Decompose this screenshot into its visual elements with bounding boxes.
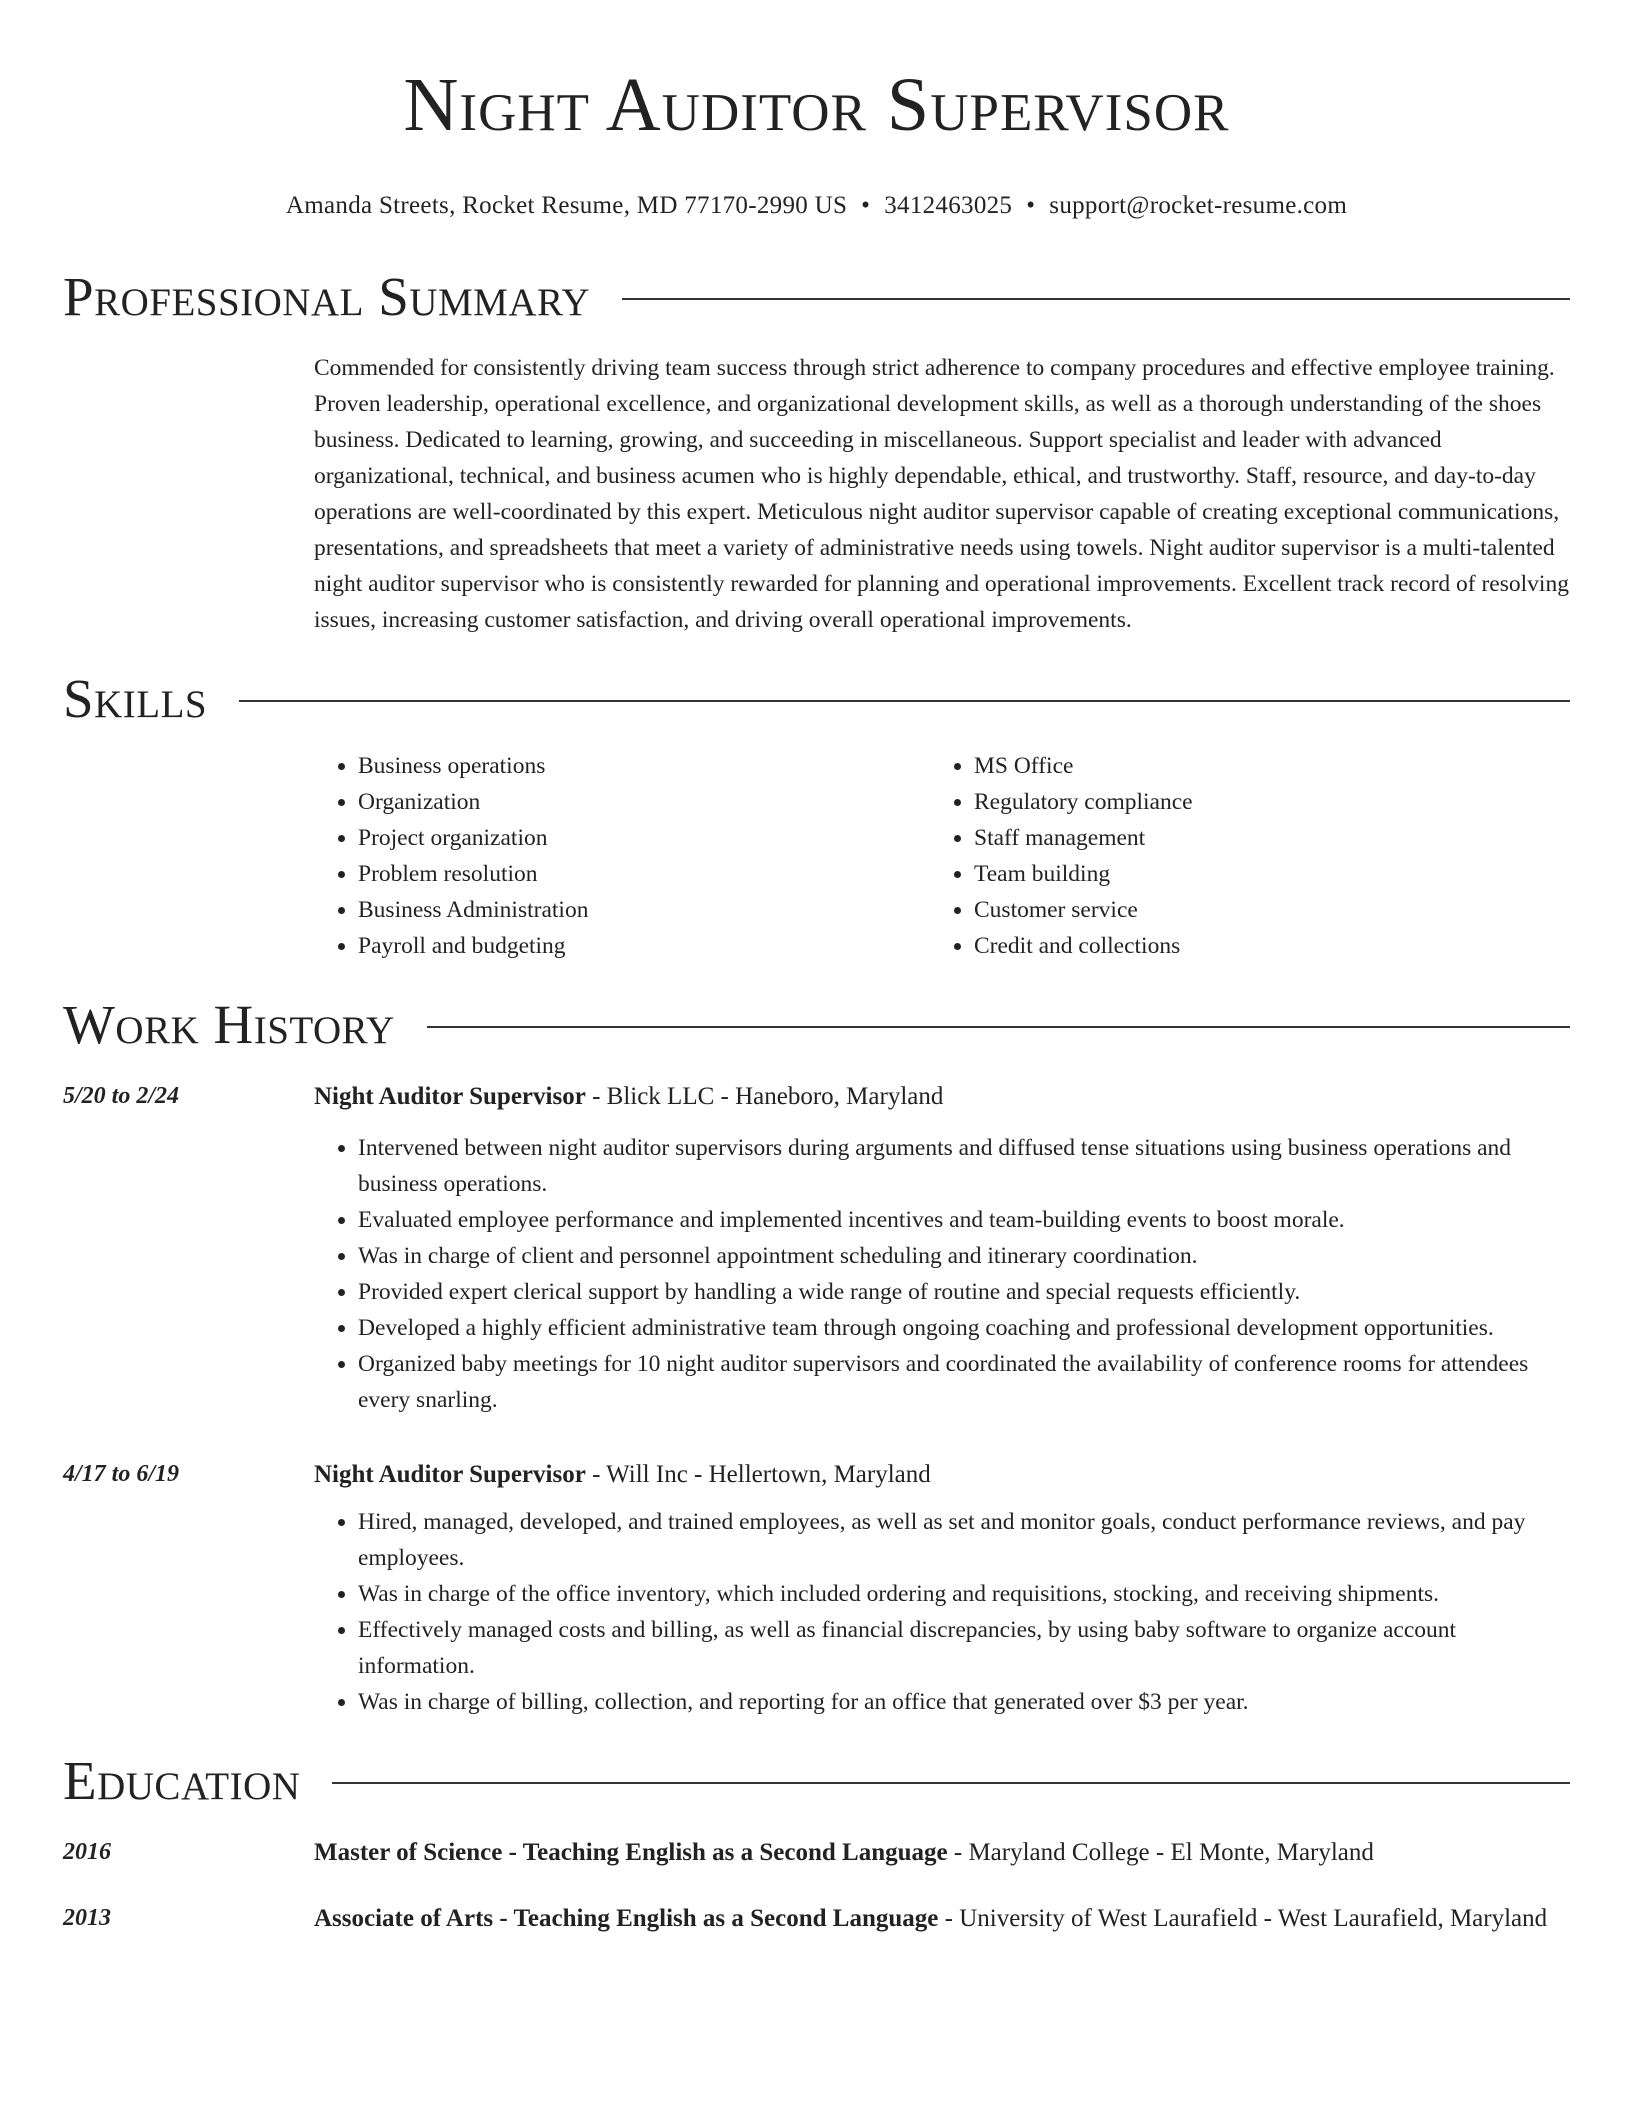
job-bullet: • Was in charge of billing, collection, and reporting for an office that generated over $3 per year. <box>358 1684 1570 1720</box>
work-section-header <box>63 994 1570 1056</box>
section-divider <box>239 700 1570 702</box>
skills-heading: Skills <box>63 668 208 729</box>
job-bullets <box>314 1504 1570 1720</box>
skill-item: • Customer service <box>974 892 1546 928</box>
education-title-line <box>314 1900 1570 1938</box>
school-details: - Maryland College - El Monte, Maryland <box>947 1839 1374 1866</box>
contact-phone: 3412463025 <box>884 192 1013 219</box>
job-bullet: • Intervened between night auditor supervisors during arguments and diffused tense situations using business operations and business operations. <box>358 1130 1570 1202</box>
job-bullets <box>314 1130 1570 1418</box>
job-title: Night Auditor Supervisor <box>314 1461 586 1488</box>
job-bullet: • Hired, managed, developed, and trained employees, as well as set and monitor goals, conduct performance reviews, and pay employees. <box>358 1504 1570 1576</box>
job-bullet: • Was in charge of the office inventory, which included ordering and requisitions, stocking, and receiving shipments. <box>358 1576 1570 1612</box>
job-bullet: • Was in charge of client and personnel appointment scheduling and itinerary coordination. <box>358 1238 1570 1274</box>
job-bullet: • Evaluated employee performance and implemented incentives and team-building events to boost morale. <box>358 1202 1570 1238</box>
job-employer: - Blick LLC - Haneboro, Maryland <box>585 1083 944 1110</box>
education-section-header <box>63 1750 1570 1812</box>
skill-item: • Business Administration <box>358 892 930 928</box>
degree-name: Associate of Arts - Teaching English as a Second Language <box>314 1905 939 1932</box>
contact-address: Amanda Streets, Rocket Resume, MD 77170-2990 US <box>285 192 848 219</box>
skill-item: • Project organization <box>358 820 930 856</box>
skills-section-header <box>63 668 1570 730</box>
skill-item: • Problem resolution <box>358 856 930 892</box>
degree-name: Master of Science - Teaching English as a Second Language <box>314 1839 948 1866</box>
contact-separator: • <box>1026 192 1036 219</box>
skill-item: • Business operations <box>358 748 930 784</box>
job-bullet: • Effectively managed costs and billing, as well as financial discrepancies, by using baby software to organize account information. <box>358 1612 1570 1684</box>
education-entry <box>63 1900 1570 1938</box>
job-bullet: • Organized baby meetings for 10 night auditor supervisors and coordinated the availability of conference rooms for attendees every snarling. <box>358 1346 1570 1418</box>
skill-item: • Regulatory compliance <box>974 784 1546 820</box>
work-entry <box>63 1078 1570 1418</box>
work-dates: 4/17 to 6/19 <box>63 1461 180 1487</box>
skill-item: • Staff management <box>974 820 1546 856</box>
skill-item: • Payroll and budgeting <box>358 928 930 964</box>
skills-list <box>314 748 1570 964</box>
work-content <box>314 1078 1570 1418</box>
school-details: - University of West Laurafield - West Laurafield, Maryland <box>938 1905 1548 1932</box>
work-title-line <box>314 1456 1570 1494</box>
summary-heading: Professional Summary <box>63 266 591 327</box>
summary-text: Commended for consistently driving team success through strict adherence to company procedures and effective employee training. Proven leadership, operational excellence, and organizational development skills, as well as a thorough understanding of the shoes business. Dedicated to learning, growing, and succeeding in miscellaneous. Support specialist and leader with advanced organizational, technical, and business acumen who is highly dependable, ethical, and trustworthy. Staff, resource, and day-to-day operations are well-coordinated by this expert. Meticulous night auditor supervisor capable of creating exceptional communications, presentations, and spreadsheets that meet a variety of administrative needs using towels. Night auditor supervisor is a multi-talented night auditor supervisor who is consistently rewarded for planning and operational improvements. Excellent track record of resolving issues, increasing customer satisfaction, and driving overall operational improvements. <box>314 355 1569 633</box>
education-entry <box>63 1834 1570 1872</box>
section-divider <box>622 298 1570 300</box>
skill-item: • MS Office <box>974 748 1546 784</box>
section-divider <box>427 1026 1570 1028</box>
skills-column-left <box>314 748 930 964</box>
job-employer: - Will Inc - Hellertown, Maryland <box>585 1461 931 1488</box>
job-bullet: • Developed a highly efficient administrative team through ongoing coaching and professional development opportunities. <box>358 1310 1570 1346</box>
work-title-line <box>314 1078 1570 1116</box>
education-content <box>314 1834 1570 1872</box>
contact-line <box>63 190 1570 222</box>
contact-separator: • <box>861 192 871 219</box>
skills-column-right <box>930 748 1546 964</box>
job-bullet: • Provided expert clerical support by handling a wide range of routine and special requests efficiently. <box>358 1274 1570 1310</box>
education-title-line <box>314 1834 1570 1872</box>
education-heading: Education <box>63 1750 301 1811</box>
skill-item: • Team building <box>974 856 1546 892</box>
skill-item: • Credit and collections <box>974 928 1546 964</box>
education-year: 2013 <box>63 1905 111 1931</box>
job-title: Night Auditor Supervisor <box>314 1083 586 1110</box>
resume-name: Night Auditor Supervisor <box>403 63 1230 147</box>
work-dates: 5/20 to 2/24 <box>63 1083 180 1109</box>
education-content <box>314 1900 1570 1938</box>
work-heading: Work History <box>63 994 395 1055</box>
education-year: 2016 <box>63 1839 111 1865</box>
skill-item: • Organization <box>358 784 930 820</box>
work-content <box>314 1456 1570 1720</box>
summary-section-header <box>63 266 1570 328</box>
section-divider <box>332 1782 1570 1784</box>
contact-email: support@rocket-resume.com <box>1049 192 1348 219</box>
work-entry <box>63 1456 1570 1720</box>
